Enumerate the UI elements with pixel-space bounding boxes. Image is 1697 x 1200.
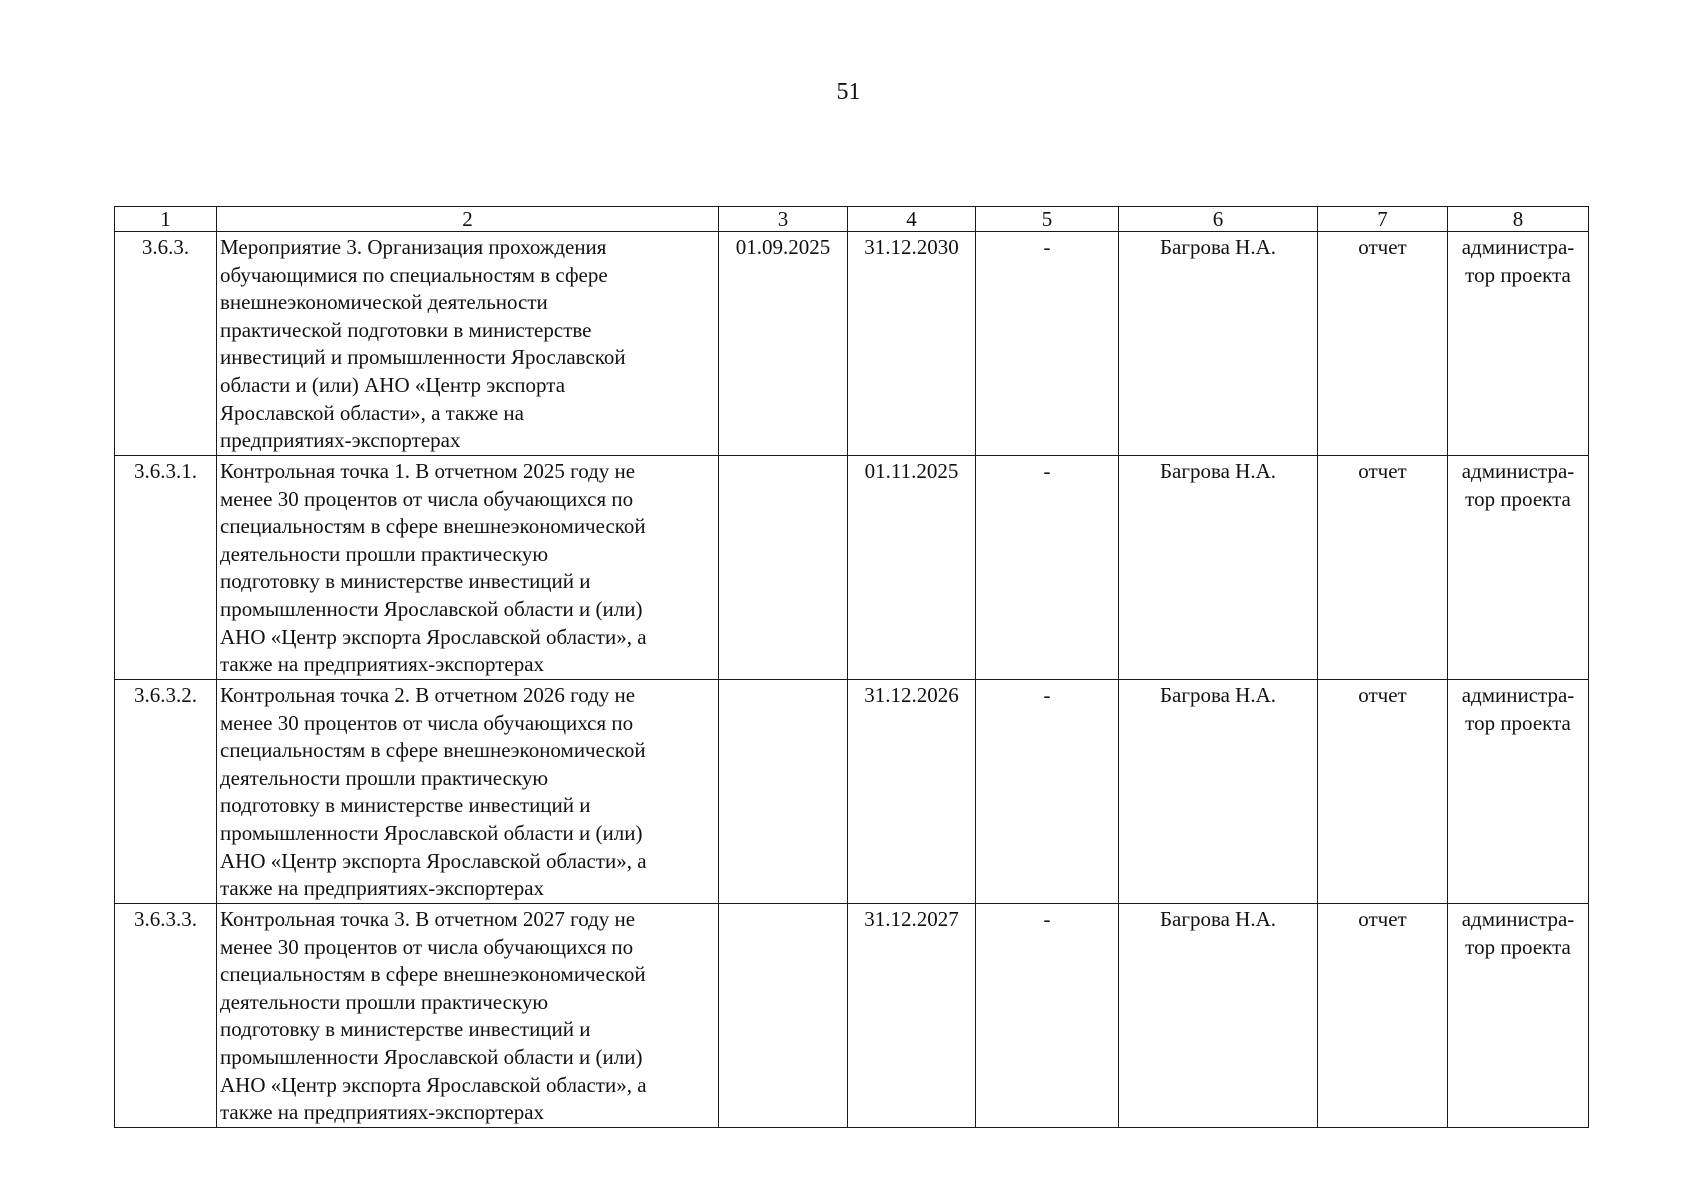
role-line: тор проекта: [1465, 486, 1571, 511]
row-role: [1448, 904, 1589, 1128]
description-line: обучающимися по специальностям в сфере: [220, 262, 608, 287]
cell-value: 31.12.2030: [864, 235, 959, 259]
description-line: подготовку в министерстве инвестиций и: [220, 793, 591, 818]
page-number: 51: [836, 79, 861, 105]
row-doc-type: [1318, 680, 1448, 904]
role-line: администра-: [1461, 459, 1575, 483]
header-cell: 3: [719, 207, 848, 232]
row-number: [115, 456, 217, 680]
row-doc-type: [1318, 456, 1448, 680]
row-end-date: [848, 680, 976, 904]
description-line: области и (или) АНО «Центр экспорта: [220, 372, 566, 397]
row-responsible: [1119, 904, 1318, 1128]
row-role: [1448, 680, 1589, 904]
description-line: предприятиях-экспортерах: [220, 428, 461, 453]
header-cell: 6: [1119, 207, 1318, 232]
cell-value: отчет: [1358, 459, 1407, 483]
cell-value: Багрова Н.А.: [1159, 907, 1277, 931]
role-line: администра-: [1461, 235, 1575, 259]
role-line: тор проекта: [1465, 934, 1571, 959]
cell-value: Багрова Н.А.: [1159, 683, 1277, 707]
description-line: менее 30 процентов от числа обучающихся по: [220, 486, 634, 511]
row-number: [115, 232, 217, 456]
row-description: [217, 904, 719, 1128]
row-responsible: [1119, 680, 1318, 904]
table-row: [115, 680, 1589, 904]
header-cell: 8: [1448, 207, 1589, 232]
row-description: [217, 232, 719, 456]
row-responsible: [1119, 232, 1318, 456]
row-start-date: [719, 456, 848, 680]
cell-value: 31.12.2027: [864, 907, 959, 931]
table-row: [115, 904, 1589, 1128]
cell-value: 3.6.3.1.: [134, 459, 197, 483]
plan-table: [114, 206, 1589, 1128]
cell-value: 01.09.2025: [735, 235, 831, 259]
description-line: Ярославской области», а также на: [220, 400, 524, 425]
cell-value: отчет: [1358, 235, 1407, 259]
header-cell: 7: [1318, 207, 1448, 232]
description-line: промышленности Ярославской области и (или): [220, 820, 643, 845]
role-line: тор проекта: [1465, 262, 1571, 287]
row-doc-type: [1318, 232, 1448, 456]
row-end-date: [848, 456, 976, 680]
description-line: внешнеэкономической деятельности: [220, 290, 548, 315]
description-line: промышленности Ярославской области и (или): [220, 1044, 643, 1069]
description-line: специальностям в сфере внешнеэкономической: [220, 738, 646, 763]
cell-value: Багрова Н.А.: [1159, 235, 1277, 259]
description-line: менее 30 процентов от числа обучающихся по: [220, 710, 634, 735]
description-line: подготовку в министерстве инвестиций и: [220, 1017, 591, 1042]
row-end-date: [848, 232, 976, 456]
cell-value: 3.6.3.3.: [134, 907, 197, 931]
role-line: администра-: [1461, 907, 1575, 931]
row-number: [115, 680, 217, 904]
description-line: также на предприятиях-экспортерах: [220, 876, 545, 901]
row-col5: [976, 904, 1119, 1128]
row-role: [1448, 456, 1589, 680]
cell-value: 3.6.3.: [141, 235, 190, 259]
cell-value: отчет: [1358, 907, 1407, 931]
description-line: АНО «Центр экспорта Ярославской области», а: [220, 848, 647, 873]
cell-value: -: [1043, 235, 1051, 259]
cell-value: Багрова Н.А.: [1159, 459, 1277, 483]
row-start-date: [719, 904, 848, 1128]
description-line: деятельности прошли практическую: [220, 765, 549, 790]
description-line: АНО «Центр экспорта Ярославской области», а: [220, 1072, 647, 1097]
description-line: Контрольная точка 2. В отчетном 2026 году не: [220, 683, 636, 707]
description-line: менее 30 процентов от числа обучающихся по: [220, 934, 634, 959]
description-line: инвестиций и промышленности Ярославской: [220, 345, 626, 370]
cell-value: -: [1043, 683, 1051, 707]
cell-value: 31.12.2026: [864, 683, 959, 707]
row-col5: [976, 456, 1119, 680]
row-col5: [976, 680, 1119, 904]
header-cell: 2: [217, 207, 719, 232]
cell-value: 3.6.3.2.: [134, 683, 197, 707]
role-line: тор проекта: [1465, 710, 1571, 735]
table-row: [115, 232, 1589, 456]
cell-value: -: [1043, 907, 1051, 931]
header-cell: 4: [848, 207, 976, 232]
header-cell: 1: [115, 207, 217, 232]
row-start-date: [719, 232, 848, 456]
description-line: деятельности прошли практическую: [220, 989, 549, 1014]
cell-value: отчет: [1358, 683, 1407, 707]
row-description: [217, 680, 719, 904]
description-line: АНО «Центр экспорта Ярославской области», а: [220, 624, 647, 649]
description-line: Контрольная точка 1. В отчетном 2025 году не: [220, 459, 636, 483]
row-end-date: [848, 904, 976, 1128]
row-start-date: [719, 680, 848, 904]
table-row: [115, 456, 1589, 680]
header-row: [115, 207, 1589, 232]
cell-value: -: [1043, 459, 1051, 483]
description-line: специальностям в сфере внешнеэкономической: [220, 962, 646, 987]
header-cell: 5: [976, 207, 1119, 232]
row-description: [217, 456, 719, 680]
description-line: Мероприятие 3. Организация прохождения: [220, 235, 607, 259]
row-number: [115, 904, 217, 1128]
description-line: подготовку в министерстве инвестиций и: [220, 569, 591, 594]
description-line: также на предприятиях-экспортерах: [220, 1100, 545, 1125]
row-role: [1448, 232, 1589, 456]
row-responsible: [1119, 456, 1318, 680]
row-doc-type: [1318, 904, 1448, 1128]
description-line: специальностям в сфере внешнеэкономической: [220, 514, 646, 539]
description-line: также на предприятиях-экспортерах: [220, 652, 545, 677]
row-col5: [976, 232, 1119, 456]
description-line: деятельности прошли практическую: [220, 541, 549, 566]
description-line: практической подготовки в министерстве: [220, 317, 592, 342]
role-line: администра-: [1461, 683, 1575, 707]
description-line: Контрольная точка 3. В отчетном 2027 году не: [220, 907, 636, 931]
cell-value: 01.11.2025: [864, 459, 959, 483]
description-line: промышленности Ярославской области и (или): [220, 596, 643, 621]
